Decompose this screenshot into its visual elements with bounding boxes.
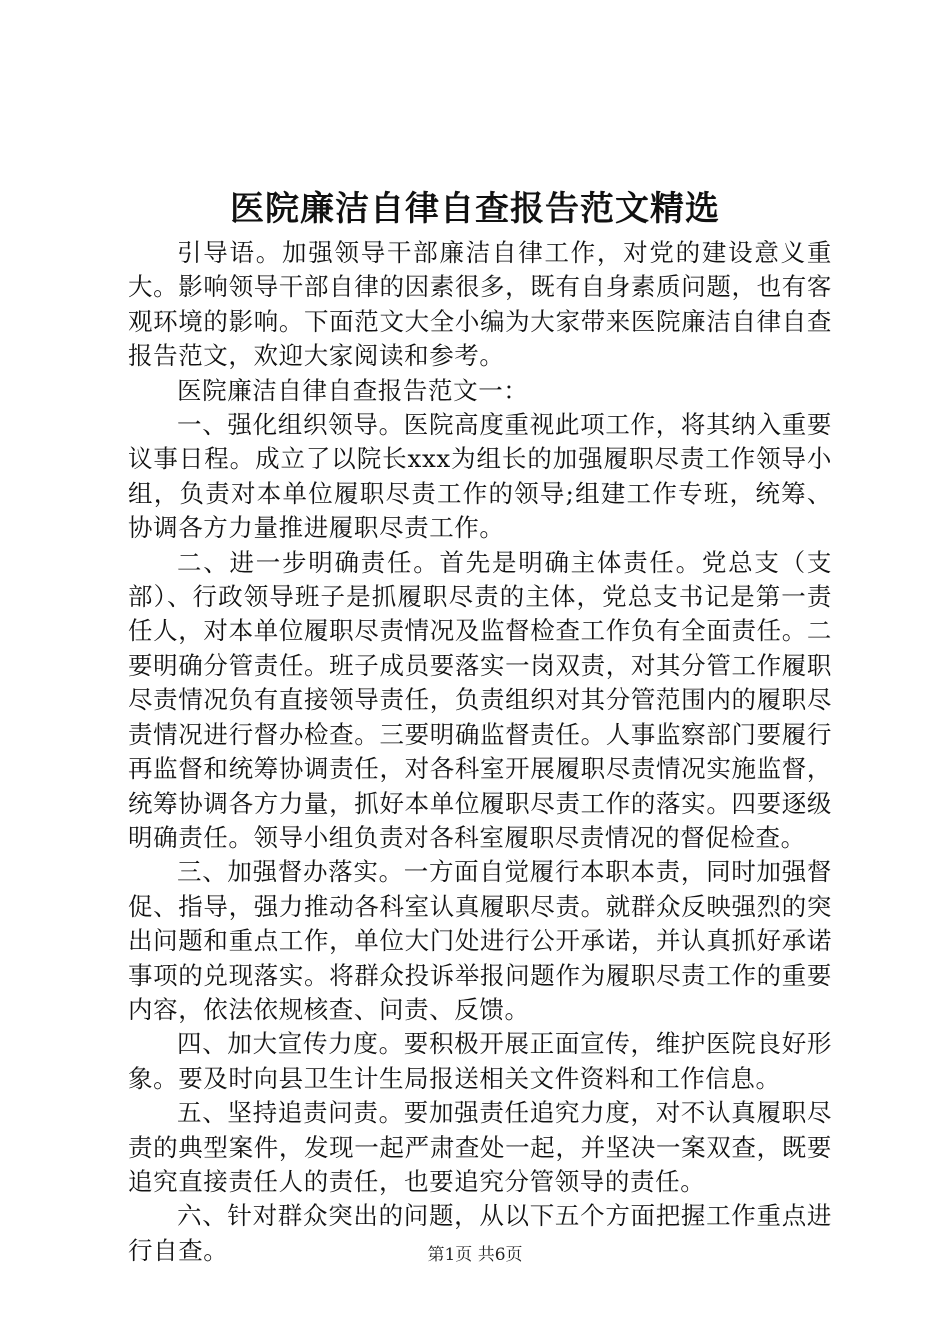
- paragraph-item-4: 四、加大宣传力度。要积极开展正面宣传，维护医院良好形象。要及时向县卫生计生局报送相关文件资料和工作信息。: [128, 1029, 832, 1093]
- paragraph-intro: 引导语。加强领导干部廉洁自律工作，对党的建设意义重大。影响领导干部自律的因素很多，既有自身素质问题，也有客观环境的影响。下面范文大全小编为大家带来医院廉洁自律自查报告范文，欢迎大家阅读和参考。: [128, 238, 832, 371]
- page-number-footer: 第1页 共6页: [427, 1245, 523, 1265]
- paragraph-section-heading: 医院廉洁自律自查报告范文一：: [177, 375, 529, 405]
- paragraph-item-3: 三、加强督办落实。一方面自觉履行本职本责，同时加强督促、指导，强力推动各科室认真履职尽责。就群众反映强烈的突出问题和重点工作，单位大门处进行公开承诺，并认真抓好承诺事项的兑现落实。将群众投诉举报问题作为履职尽责工作的重要内容，依法依规核查、问责、反馈。: [128, 857, 832, 1024]
- paragraph-item-2: 二、进一步明确责任。首先是明确主体责任。党总支（支部）、行政领导班子是抓履职尽责的主体，党总支书记是第一责任人，对本单位履职尽责情况及监督检查工作负有全面责任。二要明确分管责任。班子成员要落实一岗双责，对其分管工作履职尽责情况负有直接领导责任，负责组织对其分管范围内的履职尽责情况进行督办检查。三要明确监督责任。人事监察部门要履行再监督和统筹协调责任，对各科室开展履职尽责情况实施监督，统筹协调各方力量，抓好本单位履职尽责工作的落实。四要逐级明确责任。领导小组负责对各科室履职尽责情况的督促检查。: [128, 547, 832, 852]
- document-title: 医院廉洁自律自查报告范文精选: [230, 189, 720, 229]
- paragraph-item-6: 六、针对群众突出的问题，从以下五个方面把握工作重点进行自查。: [128, 1201, 832, 1265]
- paragraph-item-5: 五、坚持追责问责。要加强责任追究力度，对不认真履职尽责的典型案件，发现一起严肃查处一起，并坚决一案双查，既要追究直接责任人的责任，也要追究分管领导的责任。: [128, 1098, 832, 1196]
- document-body: [128, 236, 832, 1268]
- paragraph-item-1: 一、强化组织领导。医院高度重视此项工作，将其纳入重要议事日程。成立了以院长xxx为组长的加强履职尽责工作领导小组，负责对本单位履职尽责工作的领导;组建工作专班，统筹、协调各方力量推进履职尽责工作。: [128, 410, 832, 543]
